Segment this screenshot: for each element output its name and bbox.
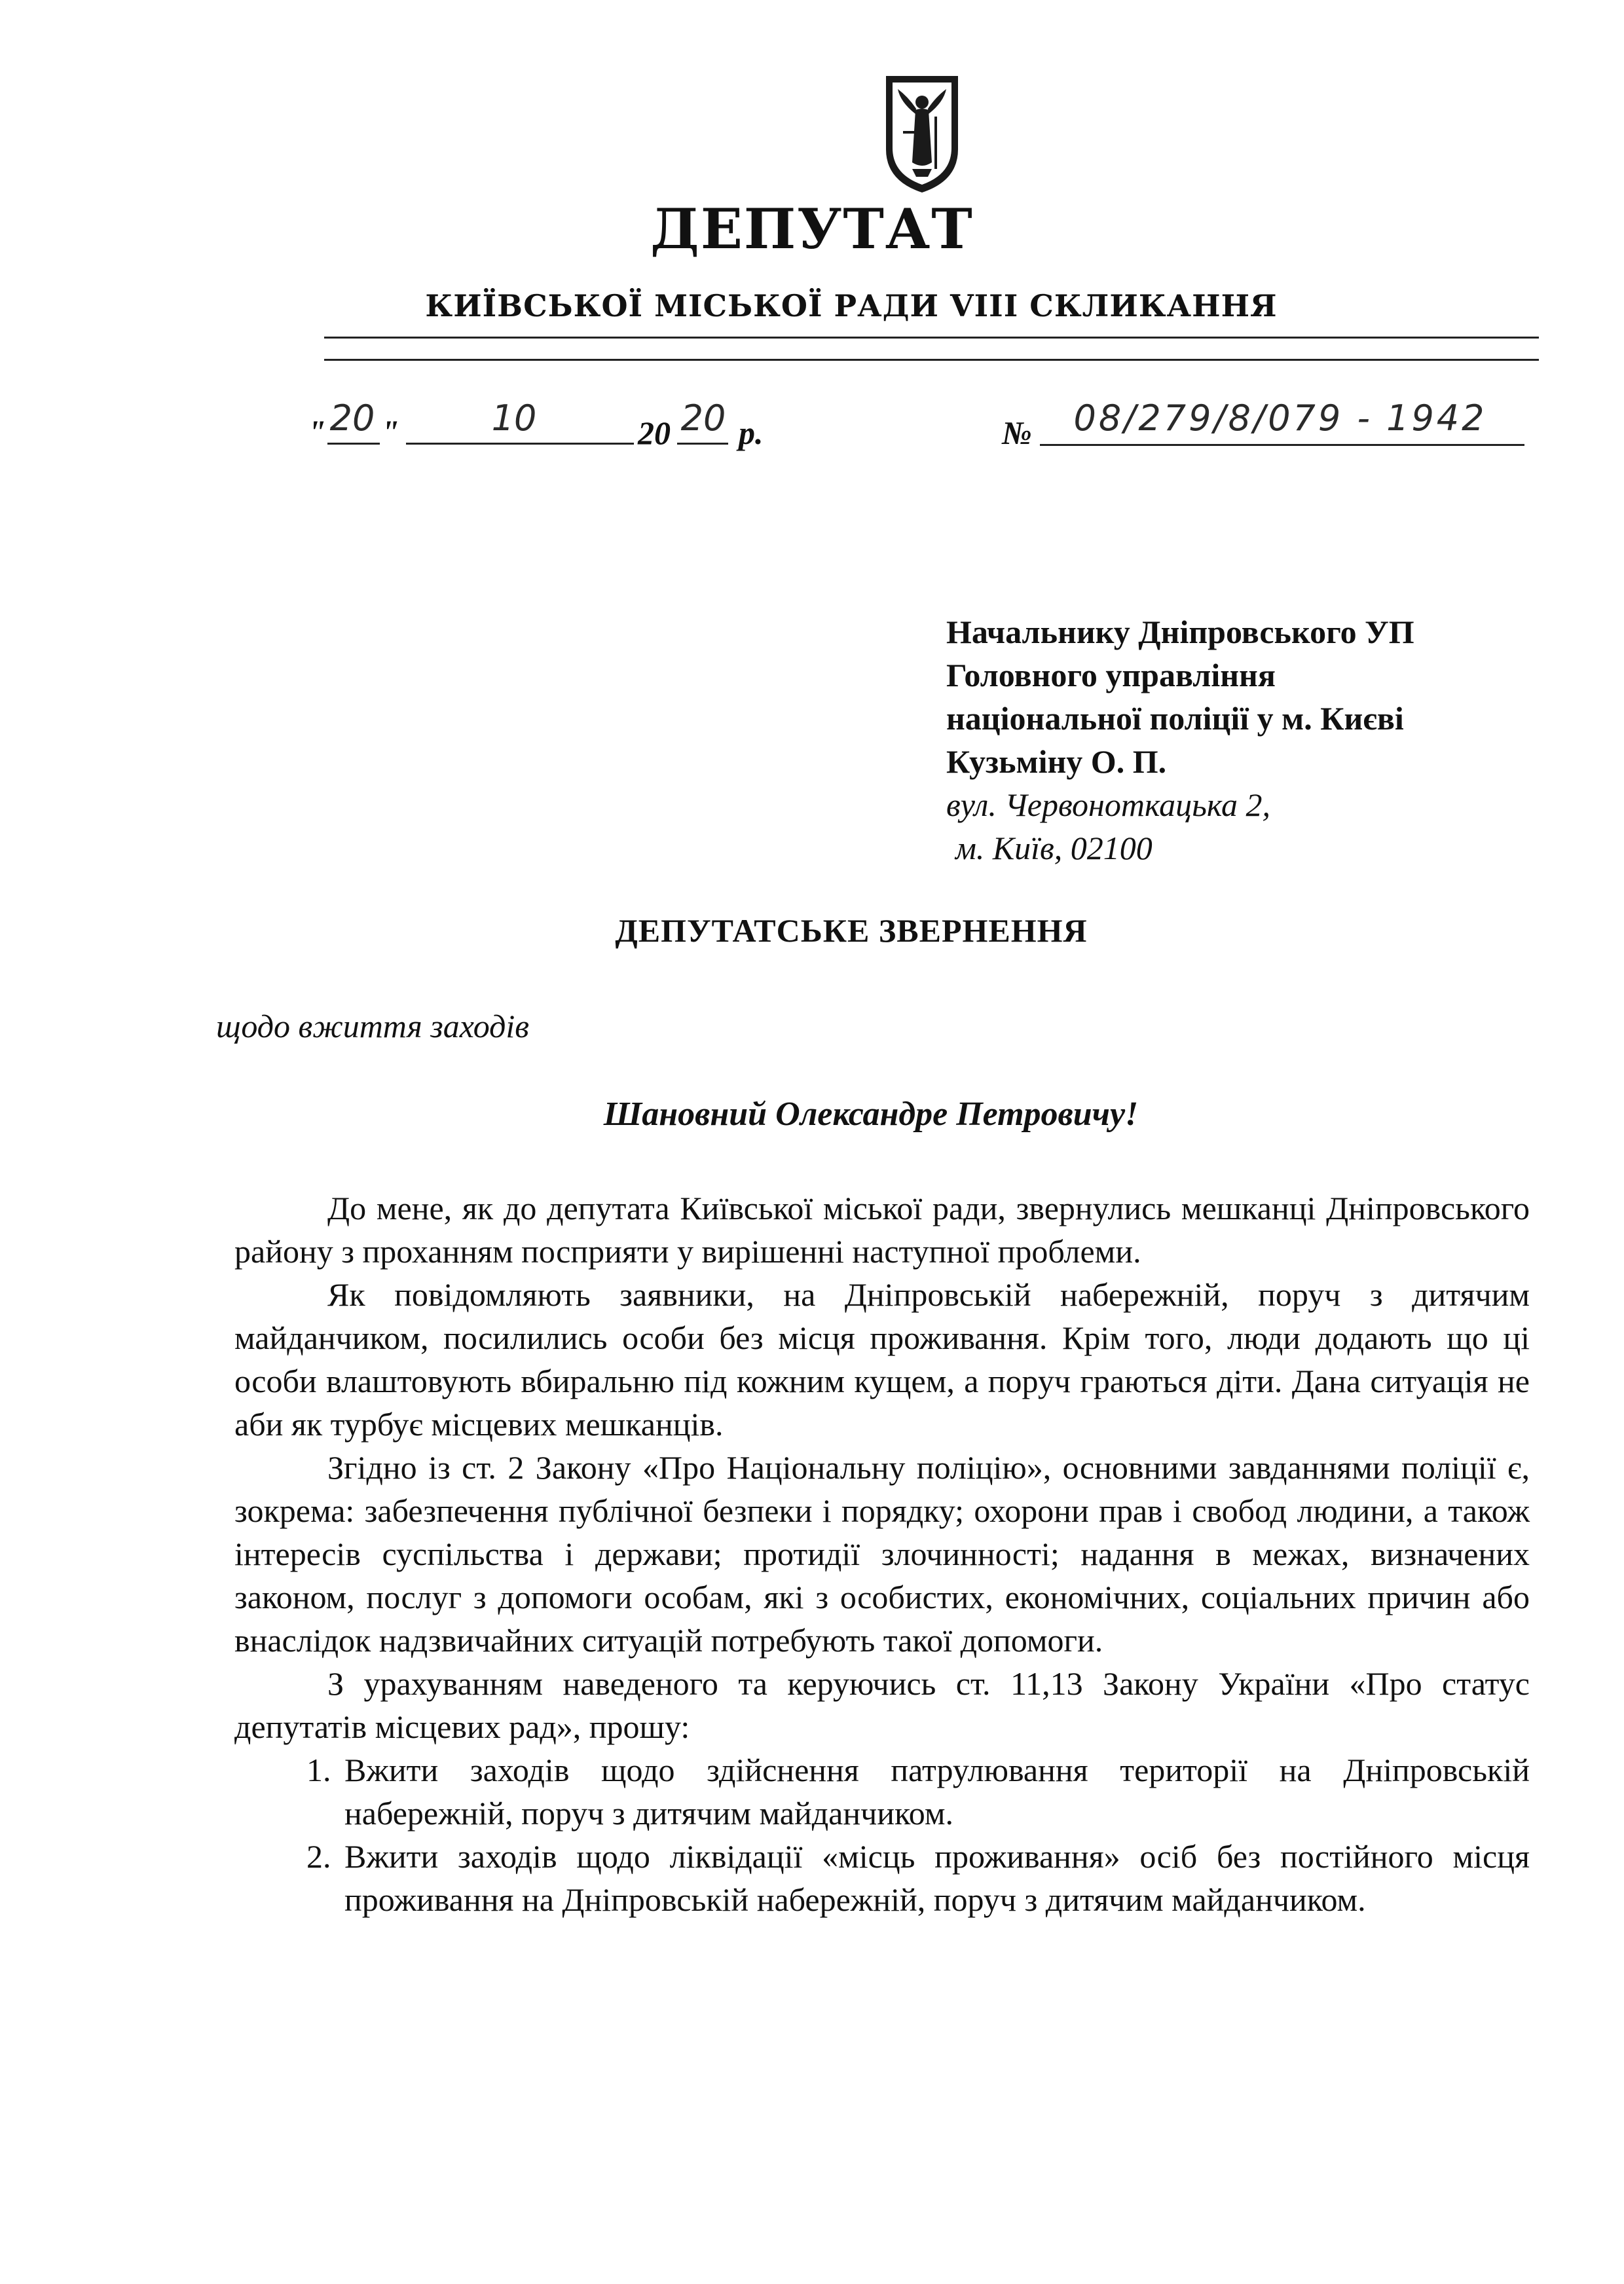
letter-body — [234, 1187, 1530, 1921]
date-quote-close: " — [381, 413, 399, 450]
date-month: 10 — [491, 397, 537, 439]
addressee-city: м. Київ, 02100 — [955, 830, 1153, 866]
addressee-name: Кузьміну О. П. — [946, 743, 1167, 780]
paragraph-2: Як повідомляють заявники, на Дніпровській набережній, поруч з дитячим майданчиком, посилились особи без місця проживання. Крім того, люди додають що ці особи влаштовують вбиральню під кожним кущем, а поруч граються діти. Дана ситуація не аби як турбує місцевих мешканців. — [234, 1276, 1530, 1443]
date-month-line — [406, 443, 634, 445]
date-day: 20 — [329, 397, 375, 439]
paragraph-1: До мене, як до депутата Київської міської ради, звернулись мешканці Дніпровського району з проханням посприяти у вирішенні наступної проблеми. — [234, 1190, 1530, 1270]
document-number: 08/279/8/079 - 1942 — [1073, 397, 1487, 439]
letterhead-title: ДЕПУТАТ — [650, 196, 974, 261]
addressee-block — [946, 610, 1414, 870]
date-year-prefix: 20 — [638, 414, 671, 451]
addressee-street: вул. Червоноткацька 2, — [946, 786, 1270, 823]
addressee-line-1: Начальнику Дніпровського УП — [946, 614, 1414, 650]
paragraph-4: З урахуванням наведеного та керуючись ст. 11,13 Закону України «Про статус депутатів місцевих рад», прошу: — [234, 1665, 1530, 1745]
salutation: Шановний Олександре Петровичу! — [603, 1096, 1139, 1133]
document-subject: щодо вжиття заходів — [216, 1008, 529, 1044]
date-year-mark: р. — [739, 414, 764, 451]
request-item-2: 2. Вжити заходів щодо ліквідації «місць проживання» осіб без постійного місця проживання на Дніпровській набережній, поруч з дитячим майданчиком. — [339, 1835, 1530, 1921]
request-item-1: 1. Вжити заходів щодо здійснення патрулювання території на Дніпровській набережній, поруч з дитячим майданчиком. — [339, 1748, 1530, 1835]
date-year-suffix: 20 — [680, 397, 726, 439]
header-rule-top — [324, 337, 1539, 339]
letterhead-subtitle: КИЇВСЬКОЇ МІСЬКОЇ РАДИ VIII СКЛИКАННЯ — [425, 288, 1278, 323]
addressee-line-2: Головного управління — [946, 657, 1276, 693]
addressee-line-3: національної поліції у м. Києві — [946, 700, 1404, 737]
date-year-line — [677, 443, 728, 445]
document-heading: ДЕПУТАТСЬКЕ ЗВЕРНЕННЯ — [615, 912, 1088, 949]
number-label: № — [1002, 414, 1032, 451]
date-quote-open: " — [308, 413, 326, 450]
paragraph-3: Згідно із ст. 2 Закону «Про Національну поліцію», основними завданнями поліції є, зокрема: забезпечення публічної безпеки і порядку; охорони прав і свобод людини, а також інтересів суспільства і держави; протидії злочинності; надання в межах, визначених законом, послуг з допомоги особам, які з особистих, економічних, соціальних причин або внаслідок надзвичайних ситуацій потребують такої допомоги. — [234, 1449, 1530, 1659]
date-day-line — [327, 443, 380, 445]
header-rule-bottom — [324, 359, 1539, 361]
document-number-line — [1040, 444, 1524, 446]
request-list — [234, 1748, 1530, 1921]
coat-of-arms-icon — [879, 71, 965, 195]
